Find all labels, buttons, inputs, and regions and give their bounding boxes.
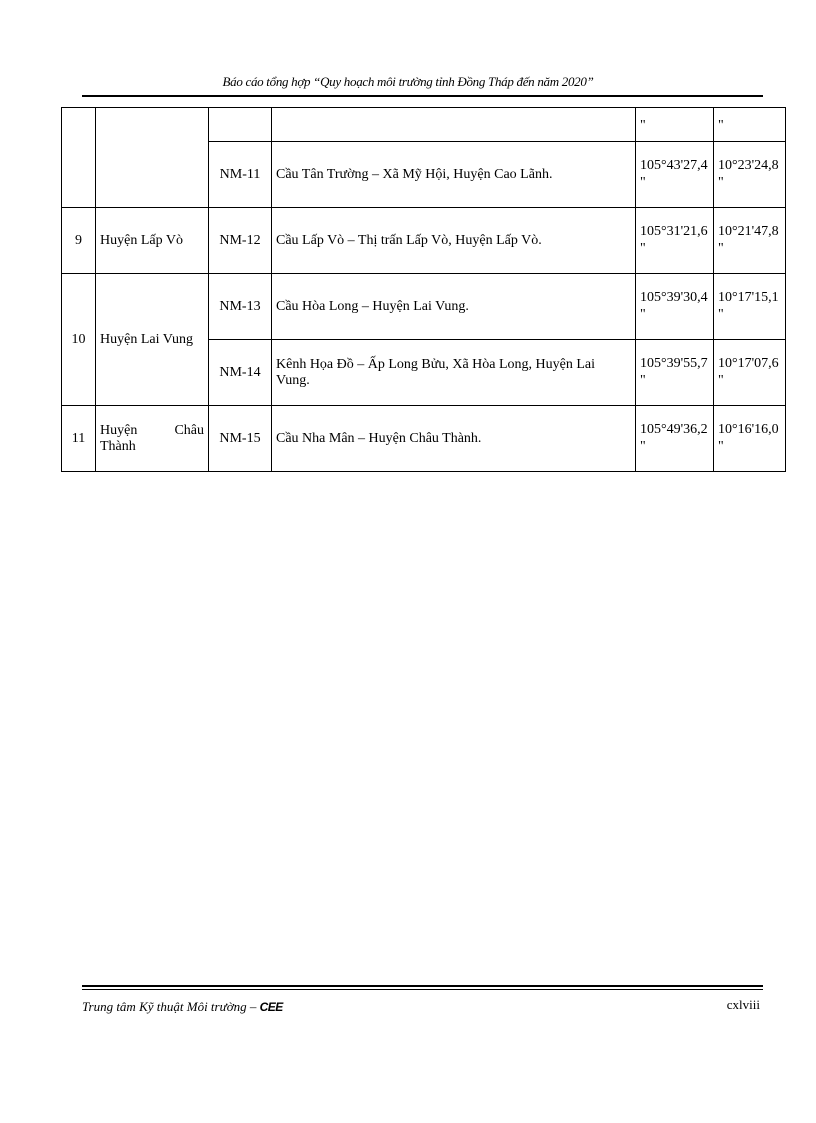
lat-tail: " [640,373,646,388]
row-number: 11 [62,406,96,472]
district-line2: Thành [100,438,136,454]
district-line1 [100,423,204,439]
table-row [62,108,786,142]
station-location: Kênh Họa Đồ – Ấp Long Bửu, Xã Hòa Long, Huyện Lai Vung. [272,340,636,406]
station-lat [636,406,714,472]
station-code: NM-15 [209,406,272,472]
station-code: NM-12 [209,208,272,274]
table-row [62,274,786,340]
station-location: Cầu Lấp Vò – Thị trấn Lấp Vò, Huyện Lấp Vò. [272,208,636,274]
district-word: Châu [174,422,204,438]
table-cell [96,108,209,208]
cee-logo: CEE [259,1000,283,1014]
header-rule [82,95,763,97]
station-lon [714,274,786,340]
station-lon [714,406,786,472]
lon-value: 10°16'16,0 [718,422,779,437]
district-word: Huyện [100,422,138,438]
table-row [62,406,786,472]
table-cell [209,108,272,142]
lat-value: 105°39'55,7 [640,356,708,371]
station-location: Cầu Nha Mân – Huyện Châu Thành. [272,406,636,472]
lat-value: 105°31'21,6 [640,224,708,239]
district-name [96,406,209,472]
lon-value: 10°17'15,1 [718,290,779,305]
footer-organization [82,999,283,1015]
table-cell [62,108,96,208]
station-lat [636,340,714,406]
lat-value: 105°49'36,2 [640,422,708,437]
station-lat [636,208,714,274]
lat-tail: " [640,241,646,256]
station-location: Cầu Tân Trường – Xã Mỹ Hội, Huyện Cao Lãnh. [272,142,636,208]
lat-tail: " [640,439,646,454]
table-row [62,208,786,274]
lon-tail: " [718,439,724,454]
station-location: Cầu Hòa Long – Huyện Lai Vung. [272,274,636,340]
monitoring-points-table [61,107,786,472]
station-lat [636,142,714,208]
lon-tail: " [718,175,724,190]
station-code: NM-11 [209,142,272,208]
station-lon [714,208,786,274]
lat-tail: " [640,175,646,190]
district-name: Huyện Lấp Vò [96,208,209,274]
station-lon [714,142,786,208]
lat-continuation-cell: " [636,108,714,142]
footer-org-text: Trung tâm Kỹ thuật Môi trường – [82,999,260,1014]
lon-continuation-cell: " [714,108,786,142]
row-number: 10 [62,274,96,406]
station-code: NM-13 [209,274,272,340]
lat-value: 105°43'27,4 [640,158,708,173]
footer-rule [82,985,763,987]
station-lat [636,274,714,340]
table-cell [272,108,636,142]
station-lon [714,340,786,406]
station-code: NM-14 [209,340,272,406]
row-number: 9 [62,208,96,274]
district-name: Huyện Lai Vung [96,274,209,406]
lon-tail: " [718,373,724,388]
lon-value: 10°21'47,8 [718,224,779,239]
page-number: cxlviii [726,997,760,1012]
lon-tail: " [718,241,724,256]
lon-value: 10°17'07,6 [718,356,779,371]
footer-rule [82,989,763,990]
lat-tail: " [640,307,646,322]
lon-value: 10°23'24,8 [718,158,779,173]
lon-tail: " [718,307,724,322]
report-header-title: Báo cáo tổng hợp “Quy hoạch môi trường tỉnh Đồng Tháp đến năm 2020” [222,74,594,89]
lat-value: 105°39'30,4 [640,290,708,305]
